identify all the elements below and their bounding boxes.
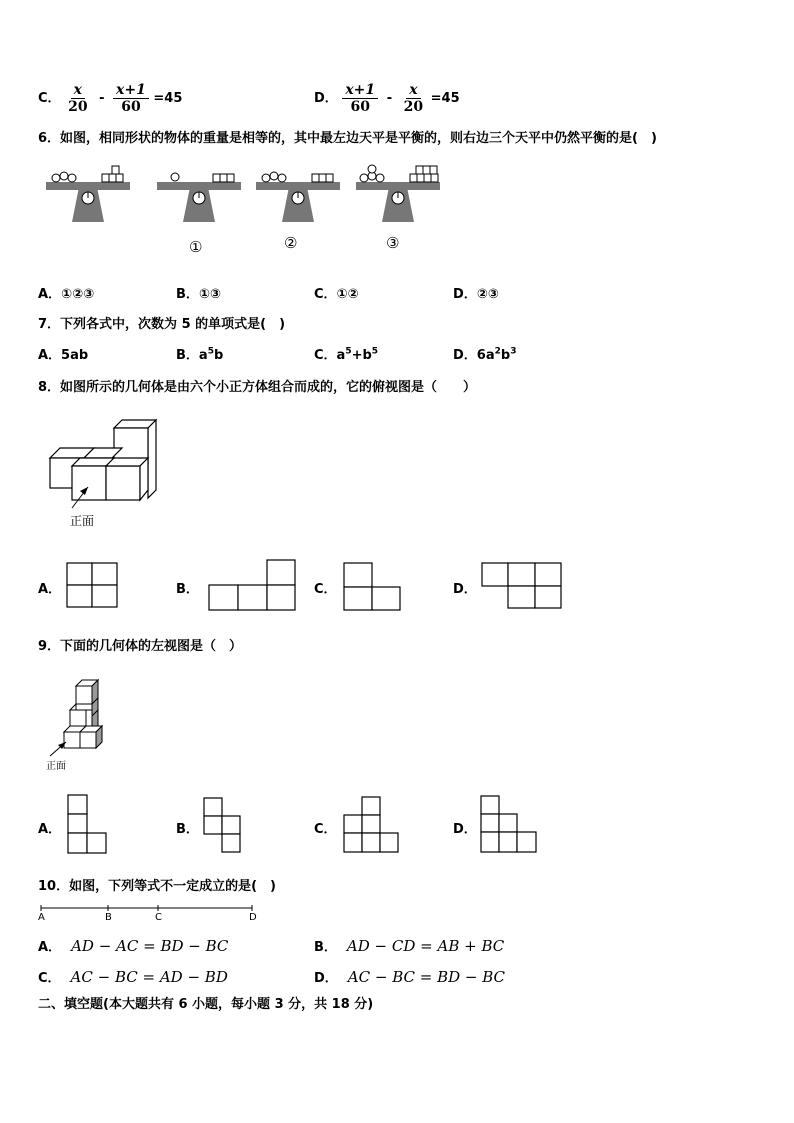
q8-stem: 8．如图所示的几何体是由六个小正方体组合而成的，它的俯视图是（ ） (38, 380, 477, 395)
q7-option-a: A．5ab (38, 348, 89, 363)
q9-front-label: 正面 (46, 761, 66, 772)
q7-option-c: C．$a^5+b^5$ (314, 346, 379, 363)
point-a-label: A (38, 912, 45, 923)
q5-d-fraction-1: $\frac{x+1}{60}$ (342, 82, 378, 115)
q10-option-a: A． AD − AC = BD − BC (38, 937, 229, 955)
q7-option-d: D．$6a^2b^3$ (453, 346, 517, 363)
q9-option-b-label: B． (176, 822, 199, 837)
q7-stem: 7．下列各式中，次数为 5 的单项式是( ) (38, 317, 286, 332)
q5-d-tail: =45 (430, 91, 460, 106)
q6-option-d: D．②③ (453, 287, 499, 302)
q5-c-tail: =45 (153, 91, 183, 106)
q6-option-a: A．①②③ (38, 287, 95, 302)
q8-front-label: 正面 (70, 514, 95, 528)
q10-option-c: C． AC − BC = AD − BD (38, 968, 228, 986)
q6-option-c: C．①② (314, 287, 359, 302)
point-c-label: C (155, 912, 162, 923)
q8-option-d-label: D． (453, 582, 477, 597)
q8-option-a-label: A． (38, 582, 62, 597)
q7-option-b: B．$a^5b$ (176, 346, 224, 363)
q5-c-fraction-2: $\frac{x+1}{60}$ (113, 82, 149, 115)
q5-option-c: C． $\frac{x}{20}$ - $\frac{x+1}{60}$ =45 (38, 82, 183, 115)
q9-option-c-label: C． (314, 822, 337, 837)
q10-stem: 10．如图，下列等式不一定成立的是( ) (38, 879, 276, 894)
q10-option-d: D． AC − BC = BD − BC (314, 968, 506, 986)
q9-stem: 9．下面的几何体的左视图是（ ） (38, 639, 243, 654)
q6-option-b: B．①③ (176, 287, 221, 302)
q8-option-b-label: B． (176, 582, 199, 597)
q5-d-fraction-2: $\frac{x}{20}$ (403, 82, 424, 115)
point-d-label: D (249, 912, 257, 923)
point-b-label: B (105, 912, 112, 923)
q6-stem: 6．如图，相同形状的物体的重量是相等的，其中最左边天平是平衡的，则右边三个天平中仍然平衡的是( ) (38, 131, 657, 146)
q10-option-b: B． AD − CD = AB + BC (314, 937, 505, 955)
scale-label-2: ② (284, 234, 298, 252)
section-2-title: 二、填空题(本大题共有 6 小题，每小题 3 分，共 18 分) (38, 997, 374, 1012)
scale-label-3: ③ (386, 234, 400, 252)
q5-option-d: D． $\frac{x+1}{60}$ - $\frac{x}{20}$ =45 (314, 82, 460, 115)
q5-d-label: D． (314, 91, 338, 106)
q8-option-c-label: C． (314, 582, 337, 597)
q9-option-d-label: D． (453, 822, 477, 837)
scale-label-1: ① (189, 238, 203, 256)
q5-c-label: C． (38, 91, 61, 106)
q5-c-fraction-1: $\frac{x}{20}$ (68, 82, 88, 115)
q9-option-a-label: A． (38, 822, 62, 837)
